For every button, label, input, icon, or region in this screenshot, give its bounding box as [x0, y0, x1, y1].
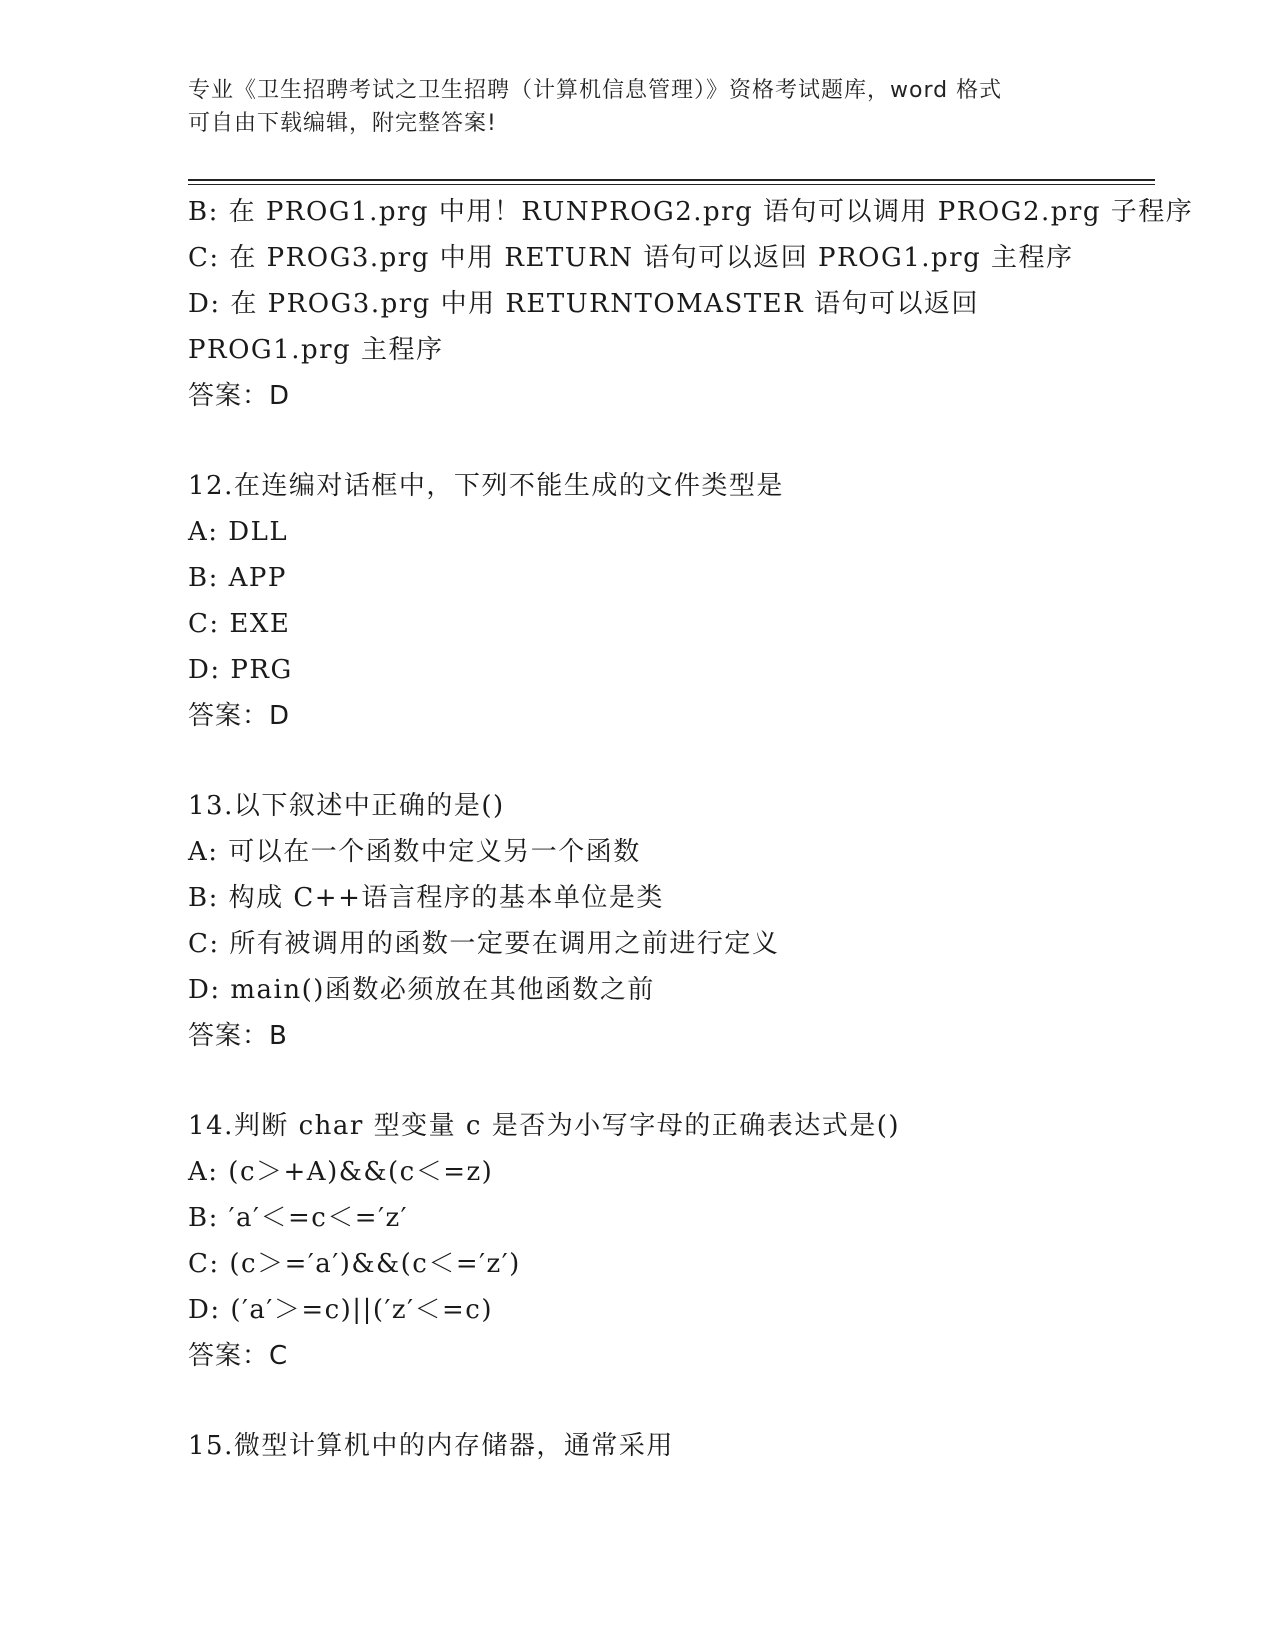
option-d: D: (′a′＞=c)||(′z′＜=c) [188, 1295, 493, 1325]
question-14 [188, 1103, 1088, 1379]
question-13 [188, 783, 1088, 1059]
answer: 答案：B [188, 1021, 288, 1051]
option-c: C: 所有被调用的函数一定要在调用之前进行定义 [188, 929, 780, 959]
option-d: D: 在 PROG3.prg 中用 RETURNTOMASTER 语句可以返回 PROG1.prg 主程序 [188, 289, 980, 365]
question-text: 14.判断 char 型变量 c 是否为小写字母的正确表达式是() [188, 1111, 900, 1141]
header-rule-thin [188, 184, 1155, 185]
question-11 [188, 189, 1194, 419]
option-b: B: 在 PROG1.prg 中用！RUNPROG2.prg 语句可以调用 PROG2.prg 子程序 [188, 197, 1194, 227]
option-c: C: (c＞=′a′)&&(c＜=′z′) [188, 1249, 521, 1279]
option-b: B: ′a′＜=c＜=′z′ [188, 1203, 409, 1233]
option-a: A: (c＞+A)&&(c＜=z) [188, 1157, 494, 1187]
option-b: B: 构成 C++语言程序的基本单位是类 [188, 883, 664, 913]
question-12 [188, 463, 1088, 739]
question-text: 12.在连编对话框中，下列不能生成的文件类型是 [188, 471, 784, 501]
question-15 [188, 1423, 1088, 1469]
option-a: A: DLL [188, 517, 289, 547]
question-text: 15.微型计算机中的内存储器，通常采用 [188, 1431, 674, 1461]
header-rule-thick [188, 179, 1155, 181]
option-c: C: EXE [188, 609, 291, 639]
header-line-2: 可自由下载编辑，附完整答案! [188, 111, 497, 136]
option-a: A: 可以在一个函数中定义另一个函数 [188, 837, 641, 867]
document-header [188, 74, 1068, 140]
option-b: B: APP [188, 563, 287, 593]
question-list [188, 189, 1194, 1469]
header-line-1: 专业《卫生招聘考试之卫生招聘（计算机信息管理）》资格考试题库，word 格式 [188, 78, 1003, 103]
option-d: D: PRG [188, 655, 293, 685]
option-d: D: main()函数必须放在其他函数之前 [188, 975, 655, 1005]
answer: 答案：C [188, 1341, 289, 1371]
question-text: 13.以下叙述中正确的是() [188, 791, 505, 821]
answer: 答案：D [188, 381, 291, 411]
answer: 答案：D [188, 701, 291, 731]
option-c: C: 在 PROG3.prg 中用 RETURN 语句可以返回 PROG1.prg 主程序 [188, 243, 1074, 273]
